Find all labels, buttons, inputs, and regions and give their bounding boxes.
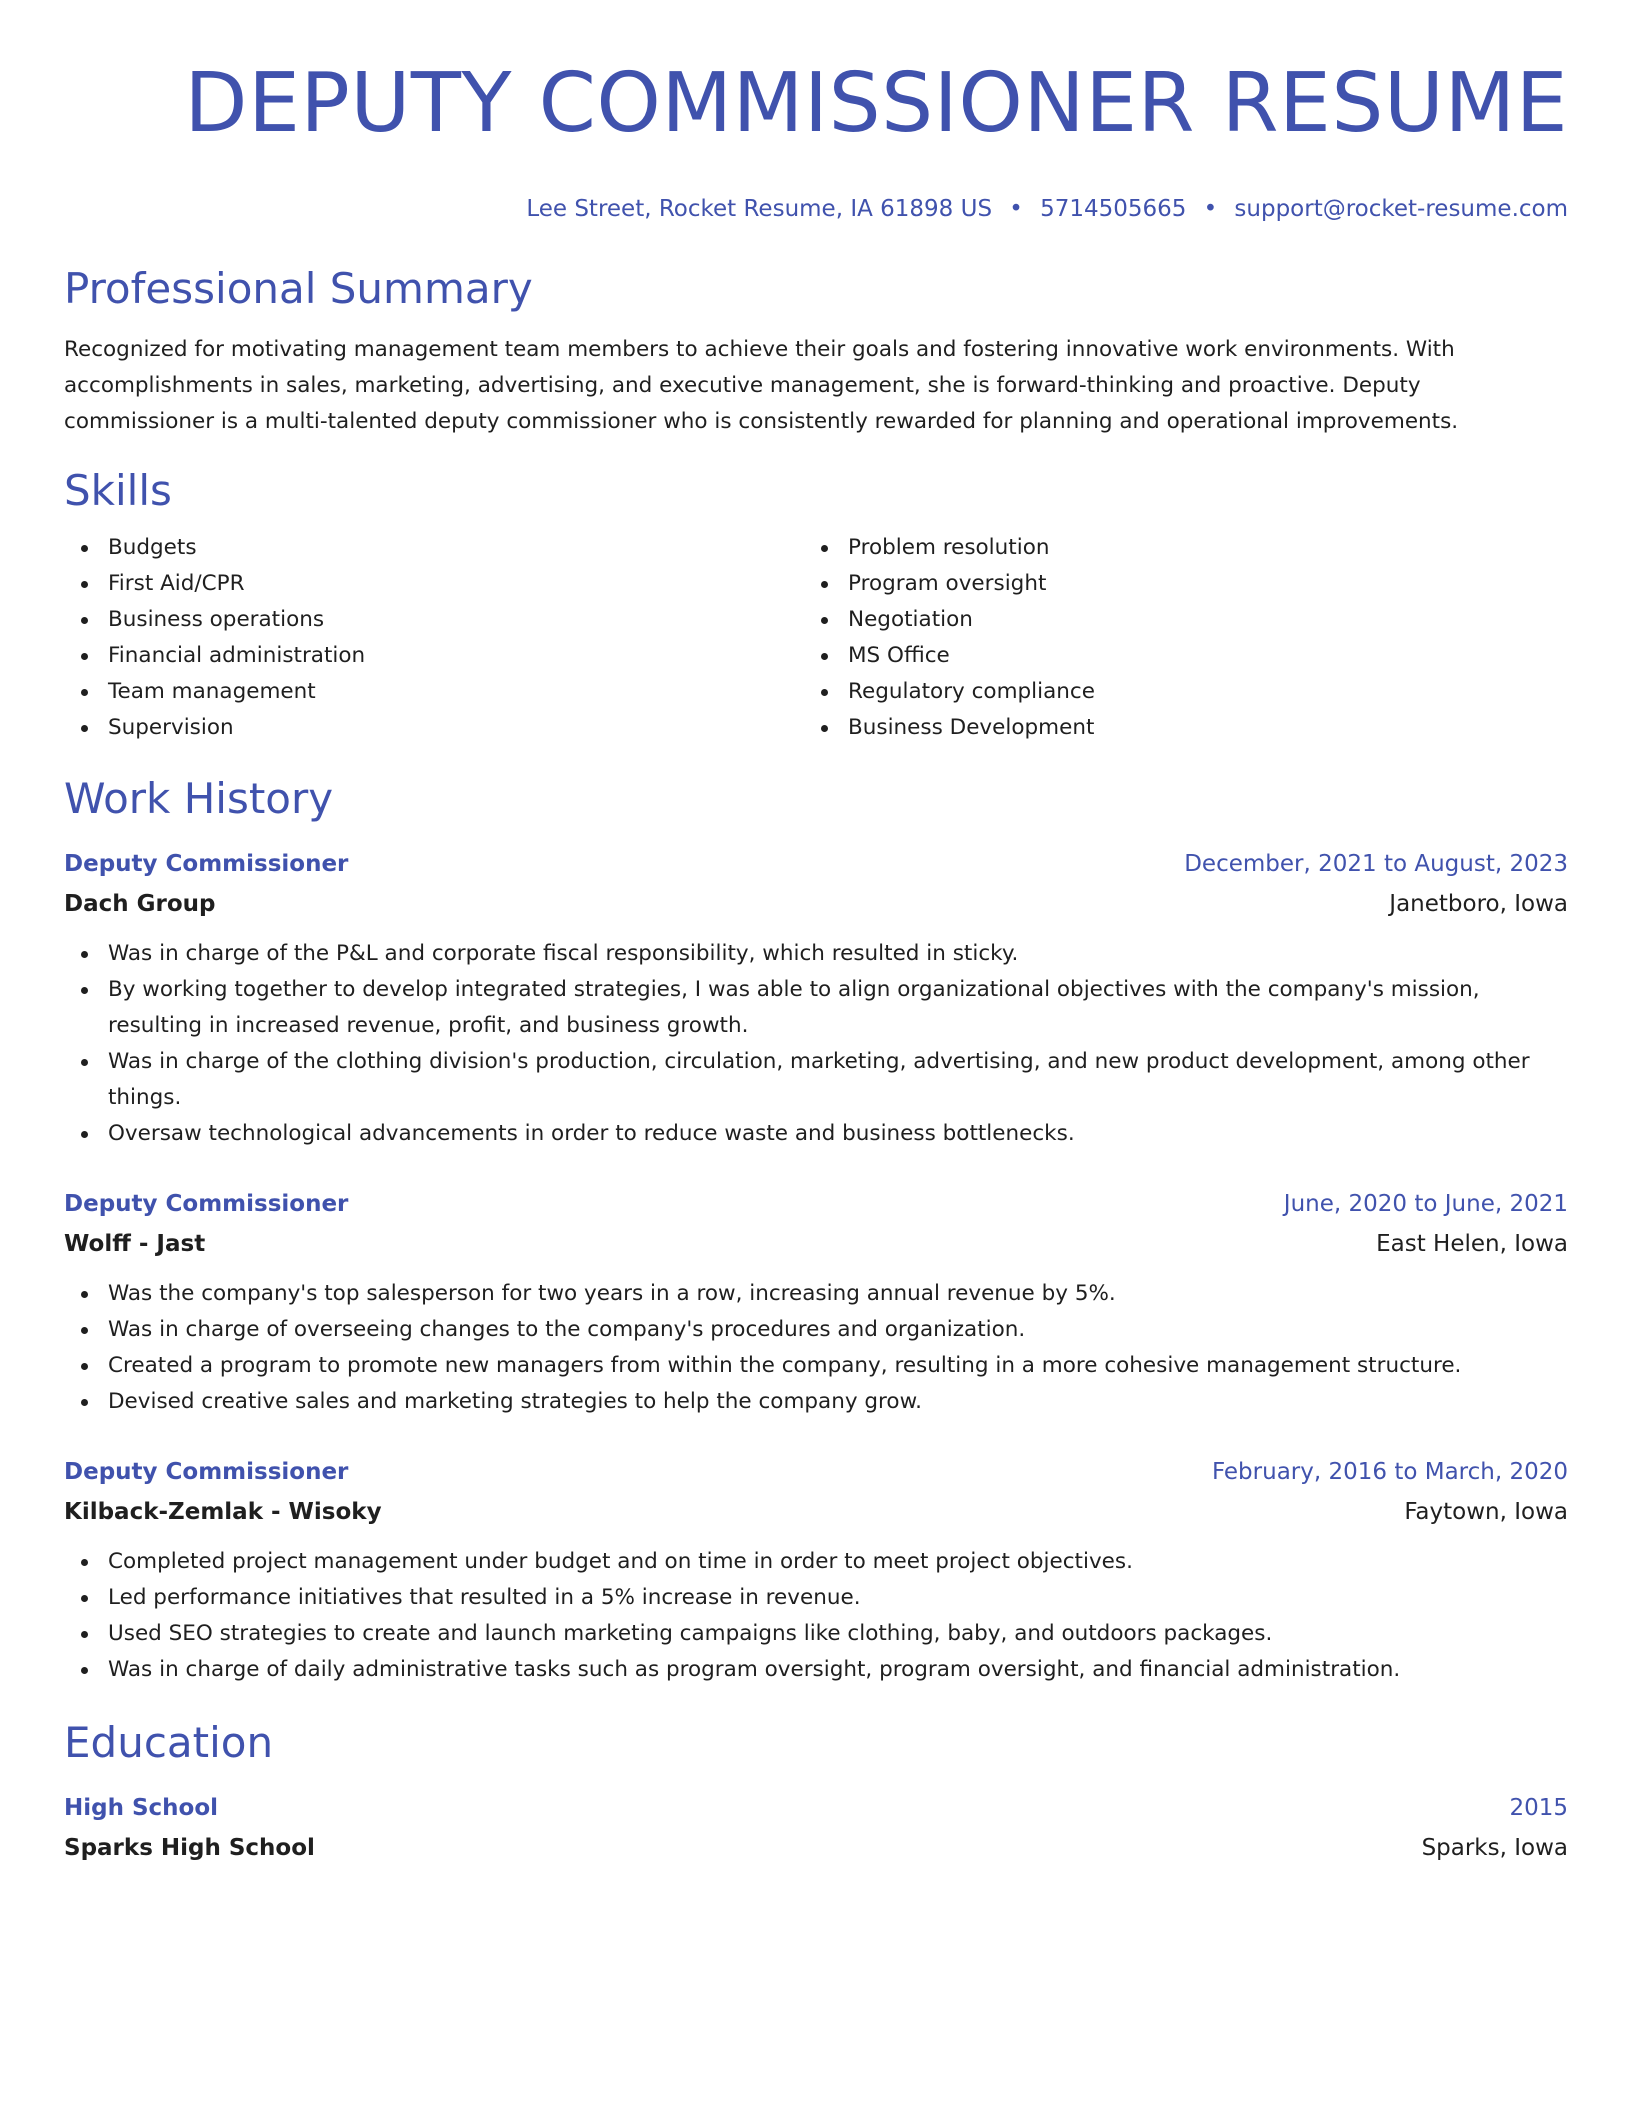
contact-address: Lee Street, Rocket Resume, IA 61898 US bbox=[526, 196, 993, 222]
job-role: Deputy Commissioner bbox=[64, 851, 349, 877]
section-title-work-history: Work History bbox=[64, 774, 334, 823]
skill-item: Financial administration bbox=[64, 638, 804, 674]
job-location: Janetboro, Iowa bbox=[1389, 891, 1568, 917]
skill-item: Program oversight bbox=[804, 566, 1544, 602]
job-header-row bbox=[64, 1184, 1568, 1224]
job-dates: December, 2021 to August, 2023 bbox=[1184, 851, 1568, 877]
skills-column-left bbox=[64, 530, 804, 746]
skill-item: Team management bbox=[64, 674, 804, 710]
job-company: Dach Group bbox=[64, 891, 216, 917]
skill-item: Problem resolution bbox=[804, 530, 1544, 566]
job-location: East Helen, Iowa bbox=[1376, 1231, 1568, 1257]
section-title-education: Education bbox=[64, 1718, 274, 1767]
job-bullet: Created a program to promote new managers from within the company, resulting in a more cohesive management structure. bbox=[64, 1348, 1568, 1384]
job-company-row bbox=[64, 1492, 1568, 1532]
job-entry bbox=[64, 1184, 1568, 1420]
job-role: Deputy Commissioner bbox=[64, 1191, 349, 1217]
skill-item: Supervision bbox=[64, 710, 804, 746]
contact-email[interactable]: support@rocket-resume.com bbox=[1234, 196, 1568, 222]
education-school-row bbox=[64, 1828, 1568, 1868]
job-bullet: Was in charge of the clothing division's production, circulation, marketing, advertising, and new product development, among other things. bbox=[64, 1044, 1568, 1116]
job-bullet: Led performance initiatives that resulted in a 5% increase in revenue. bbox=[64, 1580, 1568, 1616]
skill-item: First Aid/CPR bbox=[64, 566, 804, 602]
job-bullet: By working together to develop integrated strategies, I was able to align organizational objectives with the company's mission, resulting in increased revenue, profit, and business growth. bbox=[64, 972, 1568, 1044]
contact-separator: • bbox=[1203, 196, 1218, 222]
job-bullet: Was the company's top salesperson for two years in a row, increasing annual revenue by 5%. bbox=[64, 1276, 1568, 1312]
education-entry bbox=[64, 1788, 1568, 1868]
section-title-summary: Professional Summary bbox=[64, 264, 533, 313]
resume-title: DEPUTY COMMISSIONER RESUME bbox=[184, 56, 1568, 151]
job-entry bbox=[64, 844, 1568, 1152]
job-bullets bbox=[64, 1276, 1568, 1420]
job-header-row bbox=[64, 844, 1568, 884]
job-company: Kilback-Zemlak - Wisoky bbox=[64, 1499, 382, 1525]
job-bullet: Was in charge of overseeing changes to the company's procedures and organization. bbox=[64, 1312, 1568, 1348]
contact-phone: 5714505665 bbox=[1040, 196, 1187, 222]
job-dates: June, 2020 to June, 2021 bbox=[1283, 1191, 1568, 1217]
job-bullets bbox=[64, 1544, 1568, 1688]
job-entry bbox=[64, 1452, 1568, 1688]
job-company-row bbox=[64, 1224, 1568, 1264]
skill-item: MS Office bbox=[804, 638, 1544, 674]
skills-grid bbox=[64, 530, 1568, 746]
skill-item: Business operations bbox=[64, 602, 804, 638]
skills-column-right bbox=[804, 530, 1544, 746]
job-company-row bbox=[64, 884, 1568, 924]
skill-item: Regulatory compliance bbox=[804, 674, 1544, 710]
resume-header bbox=[64, 58, 1568, 224]
job-bullets bbox=[64, 936, 1568, 1152]
education-location: Sparks, Iowa bbox=[1421, 1835, 1568, 1861]
skill-item: Budgets bbox=[64, 530, 804, 566]
job-dates: February, 2016 to March, 2020 bbox=[1211, 1459, 1568, 1485]
job-header-row bbox=[64, 1452, 1568, 1492]
education-year: 2015 bbox=[1509, 1795, 1568, 1821]
job-bullet: Was in charge of daily administrative tasks such as program oversight, program oversight, and financial administration. bbox=[64, 1652, 1568, 1688]
section-title-skills: Skills bbox=[64, 466, 172, 515]
job-bullet: Oversaw technological advancements in order to reduce waste and business bottlenecks. bbox=[64, 1116, 1568, 1152]
job-role: Deputy Commissioner bbox=[64, 1459, 349, 1485]
job-bullet: Used SEO strategies to create and launch marketing campaigns like clothing, baby, and outdoors packages. bbox=[64, 1616, 1568, 1652]
summary-section bbox=[64, 264, 1568, 440]
skill-item: Business Development bbox=[804, 710, 1544, 746]
contact-separator: • bbox=[1009, 196, 1023, 222]
job-bullet: Completed project management under budget and on time in order to meet project objectives. bbox=[64, 1544, 1568, 1580]
summary-text: Recognized for motivating management team members to achieve their goals and fostering innovative work environments. With accomplishments in sales, marketing, advertising, and executive management, she is forward-thinking and proactive. Deputy commissioner is a multi-talented deputy commissioner who is consistently rewarded for planning and operational improvements. bbox=[64, 337, 1459, 434]
education-section bbox=[64, 1718, 1568, 1868]
job-bullet: Devised creative sales and marketing strategies to help the company grow. bbox=[64, 1384, 1568, 1420]
contact-line bbox=[64, 194, 1568, 224]
job-company: Wolff - Jast bbox=[64, 1231, 206, 1257]
work-history-section bbox=[64, 774, 1568, 1688]
education-header-row bbox=[64, 1788, 1568, 1828]
skill-item: Negotiation bbox=[804, 602, 1544, 638]
job-bullet: Was in charge of the P&L and corporate fiscal responsibility, which resulted in sticky. bbox=[64, 936, 1568, 972]
skills-section bbox=[64, 466, 1568, 746]
education-school: Sparks High School bbox=[64, 1835, 315, 1861]
education-degree: High School bbox=[64, 1795, 219, 1821]
job-location: Faytown, Iowa bbox=[1404, 1499, 1568, 1525]
